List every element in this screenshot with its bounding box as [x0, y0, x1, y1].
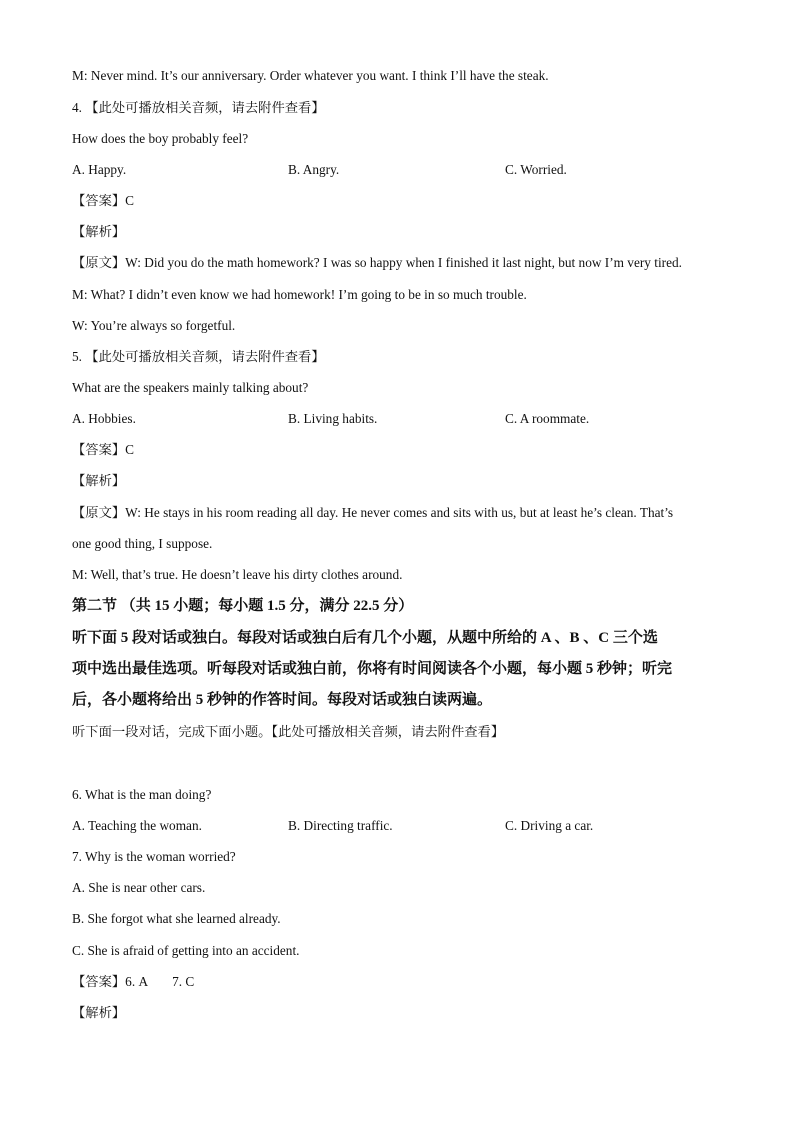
section-instructions: 项中选出最佳选项。听每段对话或独白前，你将有时间阅读各个小题，每小题 5 秒钟；听完	[72, 661, 673, 677]
question-4-text: How does the boy probably feel?	[72, 131, 249, 146]
answer-label: 【答案】C	[72, 193, 135, 208]
section-instructions: 听下面 5 段对话或独白。每段对话或独白后有几个小题，从题中所给的 A 、B 、C 三个选	[72, 630, 658, 646]
section-title: 第二节 （共 15 小题；每小题 1.5 分，满分 22.5 分）	[72, 598, 414, 614]
analysis-label: 【解析】	[72, 224, 126, 239]
transcript-line: M: What? I didn’t even know we had homework! I’m going to be in so much trouble.	[72, 287, 527, 302]
option-c: C. Driving a car.	[505, 818, 594, 833]
transcript-line: M: Well, that’s true. He doesn’t leave his dirty clothes around.	[72, 567, 403, 582]
dialog-intro: 听下面一段对话，完成下面小题。【此处可播放相关音频，请去附件查看】	[72, 724, 505, 739]
section-instructions: 后，各小题将给出 5 秒钟的作答时间。每段对话或独白读两遍。	[72, 692, 493, 708]
option-c: C. A roommate.	[505, 411, 590, 426]
option-b: B. Angry.	[288, 162, 340, 177]
transcript-line: M: Never mind. It’s our anniversary. Order whatever you want. I think I’ll have the steak.	[72, 68, 549, 83]
option-c: C. Worried.	[505, 162, 567, 177]
transcript-line: 【原文】W: Did you do the math homework? I was so happy when I finished it last night, but now I’m very tired.	[72, 255, 682, 270]
option-b: B. She forgot what she learned already.	[72, 911, 281, 926]
analysis-label: 【解析】	[72, 473, 126, 488]
option-a: A. Hobbies.	[72, 411, 136, 426]
answer-label	[72, 973, 724, 991]
option-a: A. She is near other cars.	[72, 880, 206, 895]
option-b: B. Directing traffic.	[288, 818, 393, 833]
question-6-text: 6. What is the man doing?	[72, 787, 212, 802]
question-5-text: What are the speakers mainly talking about?	[72, 380, 309, 395]
transcript-line: W: You’re always so forgetful.	[72, 318, 236, 333]
question-4-header: 4. 【此处可播放相关音频，请去附件查看】	[72, 100, 325, 115]
option-b: B. Living habits.	[288, 411, 378, 426]
option-a: A. Happy.	[72, 162, 127, 177]
answer-label: 【答案】C	[72, 442, 135, 457]
transcript-line: 【原文】W: He stays in his room reading all day. He never comes and sits with us, but at least he’s clean. That’s	[72, 505, 674, 520]
answer-6: 【答案】6. A	[72, 974, 149, 989]
question-5-header: 5. 【此处可播放相关音频，请去附件查看】	[72, 349, 325, 364]
analysis-label: 【解析】	[72, 1005, 126, 1020]
transcript-line: one good thing, I suppose.	[72, 536, 213, 551]
option-c: C. She is afraid of getting into an accident.	[72, 943, 300, 958]
answer-7: 7. C	[172, 974, 195, 989]
option-a: A. Teaching the woman.	[72, 818, 202, 833]
question-7-text: 7. Why is the woman worried?	[72, 849, 236, 864]
